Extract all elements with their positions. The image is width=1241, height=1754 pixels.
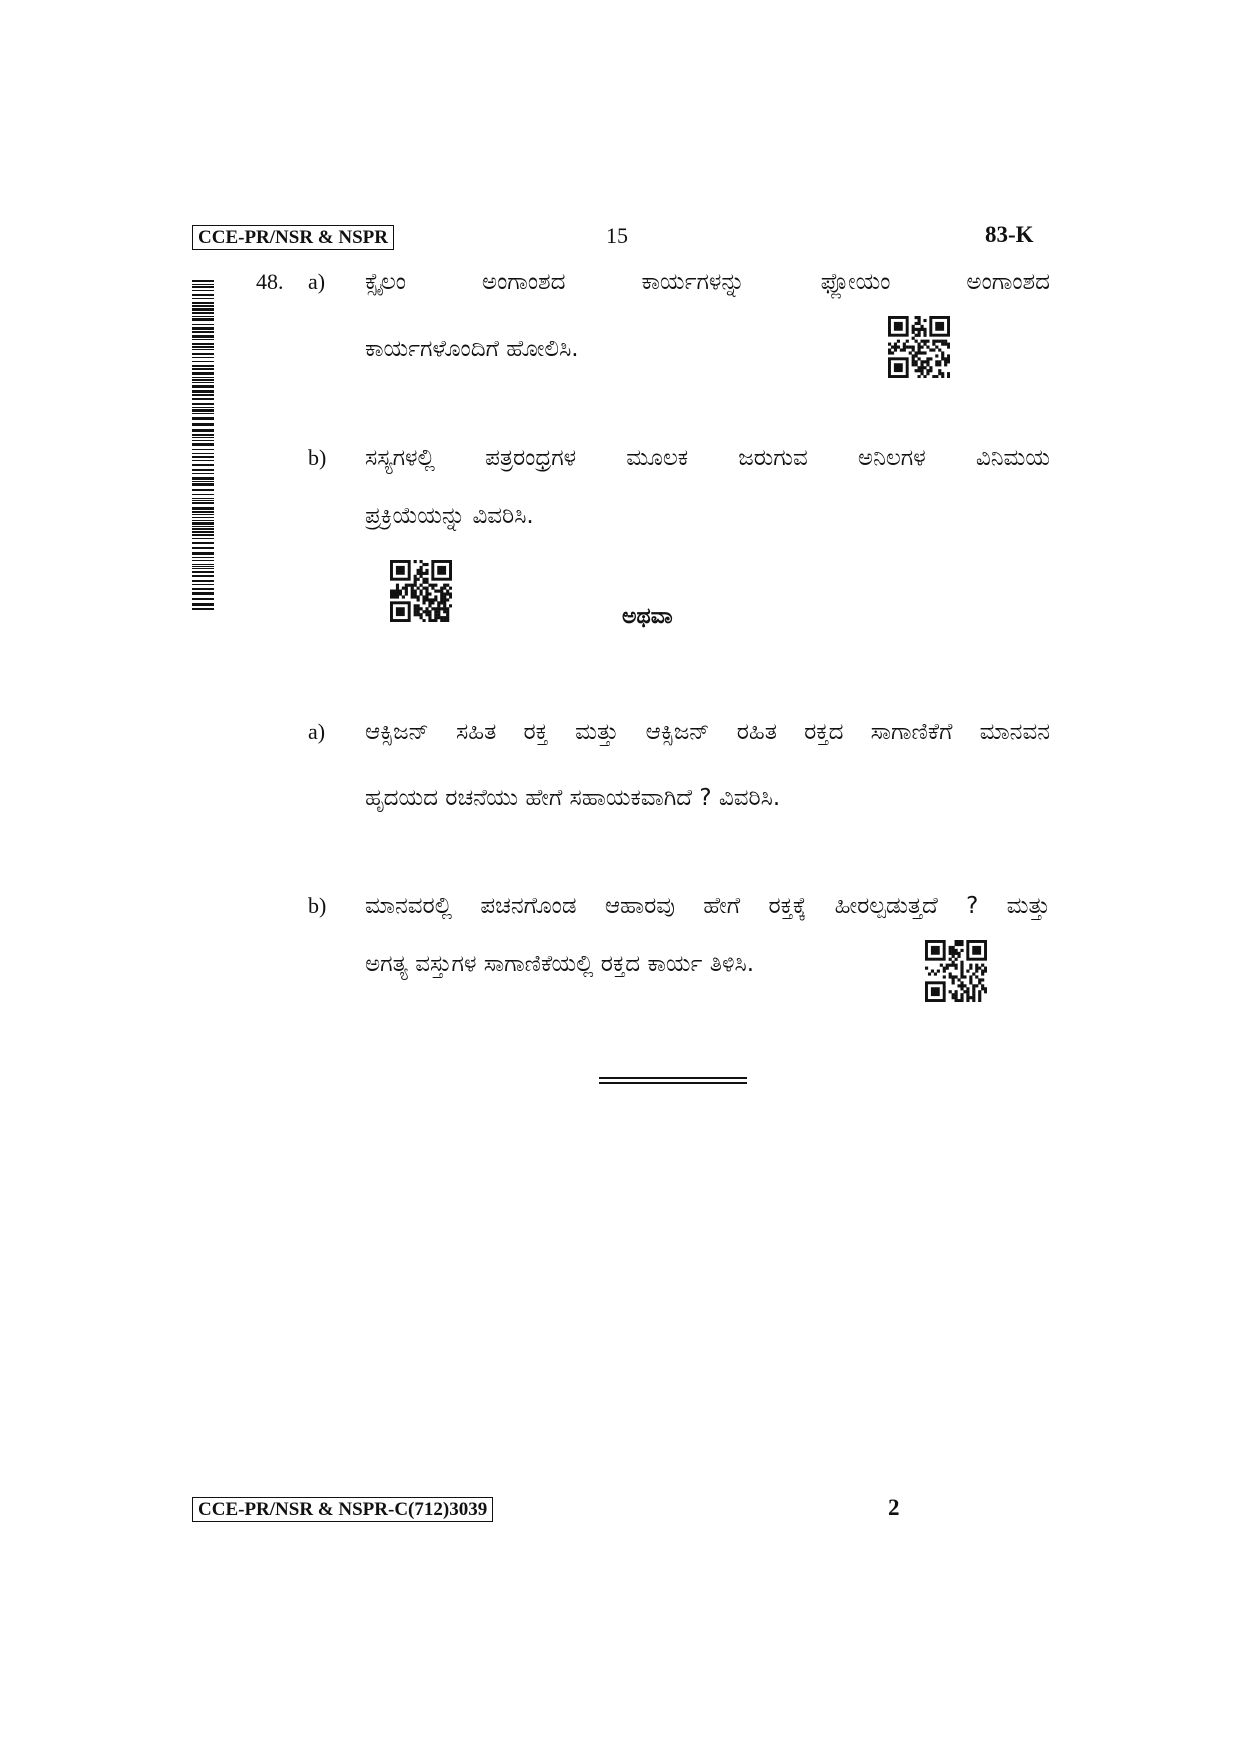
qr-code-icon — [925, 940, 987, 1002]
footer-page-number: 2 — [888, 1495, 900, 1520]
question-number: 48. — [256, 269, 284, 294]
end-rule — [599, 1077, 747, 1084]
header-page-number: 15 — [606, 223, 628, 248]
part-a-line-1: ಕ್ಸೈಲಂ ಅಂಗಾಂಶದ ಕಾರ್ಯಗಳನ್ನು ಫ್ಲೋಯಂ ಅಂಗಾಂಶದ — [365, 269, 1050, 295]
alt-a-label: a) — [308, 719, 326, 744]
alt-b-line-2: ಅಗತ್ಯ ವಸ್ತುಗಳ ಸಾಗಾಣಿಕೆಯಲ್ಲಿ ರಕ್ತದ ಕಾರ್ಯ ತಿಳಿಸಿ. — [365, 951, 755, 977]
header-paper-code: CCE-PR/NSR & NSPR — [192, 225, 394, 250]
alt-b-label: b) — [308, 893, 327, 918]
qr-code-icon — [390, 560, 452, 622]
part-b-line-2: ಪ್ರಕ್ರಿಯೆಯನ್ನು ವಿವರಿಸಿ. — [365, 503, 534, 529]
alt-b-line-1: ಮಾನವರಲ್ಲಿ ಪಚನಗೊಂಡ ಆಹಾರವು ಹೇಗೆ ರಕ್ತಕ್ಕೆ ಹೀರಲ್ಪಡುತ್ತದೆ ? ಮತ್ತು — [365, 893, 1050, 919]
alt-a-line-1: ಆಕ್ಸಿಜನ್ ಸಹಿತ ರಕ್ತ ಮತ್ತು ಆಕ್ಸಿಜನ್ ರಹಿತ ರಕ್ತದ ಸಾಗಾಣಿಕೆಗೆ ಮಾನವನ — [365, 719, 1050, 745]
part-b-label: b) — [308, 445, 327, 470]
part-a-line-2: ಕಾರ್ಯಗಳೊಂದಿಗೆ ಹೋಲಿಸಿ. — [365, 336, 579, 362]
barcode-image — [192, 280, 214, 610]
alt-a-line-2: ಹೃದಯದ ರಚನೆಯು ಹೇಗೆ ಸಹಾಯಕವಾಗಿದೆ ? ವಿವರಿಸಿ. — [365, 785, 781, 811]
part-b-line-1: ಸಸ್ಯಗಳಲ್ಲಿ ಪತ್ರರಂಧ್ರಗಳ ಮೂಲಕ ಜರುಗುವ ಅನಿಲಗಳ ವಿನಿಮಯ — [365, 445, 1050, 471]
part-a-label: a) — [308, 269, 326, 294]
footer-paper-code: CCE-PR/NSR & NSPR-C(712)3039 — [192, 1497, 493, 1522]
header-subject-code: 83-K — [985, 222, 1034, 247]
or-label: ಅಥವಾ — [622, 604, 673, 629]
qr-code-icon — [888, 316, 950, 378]
